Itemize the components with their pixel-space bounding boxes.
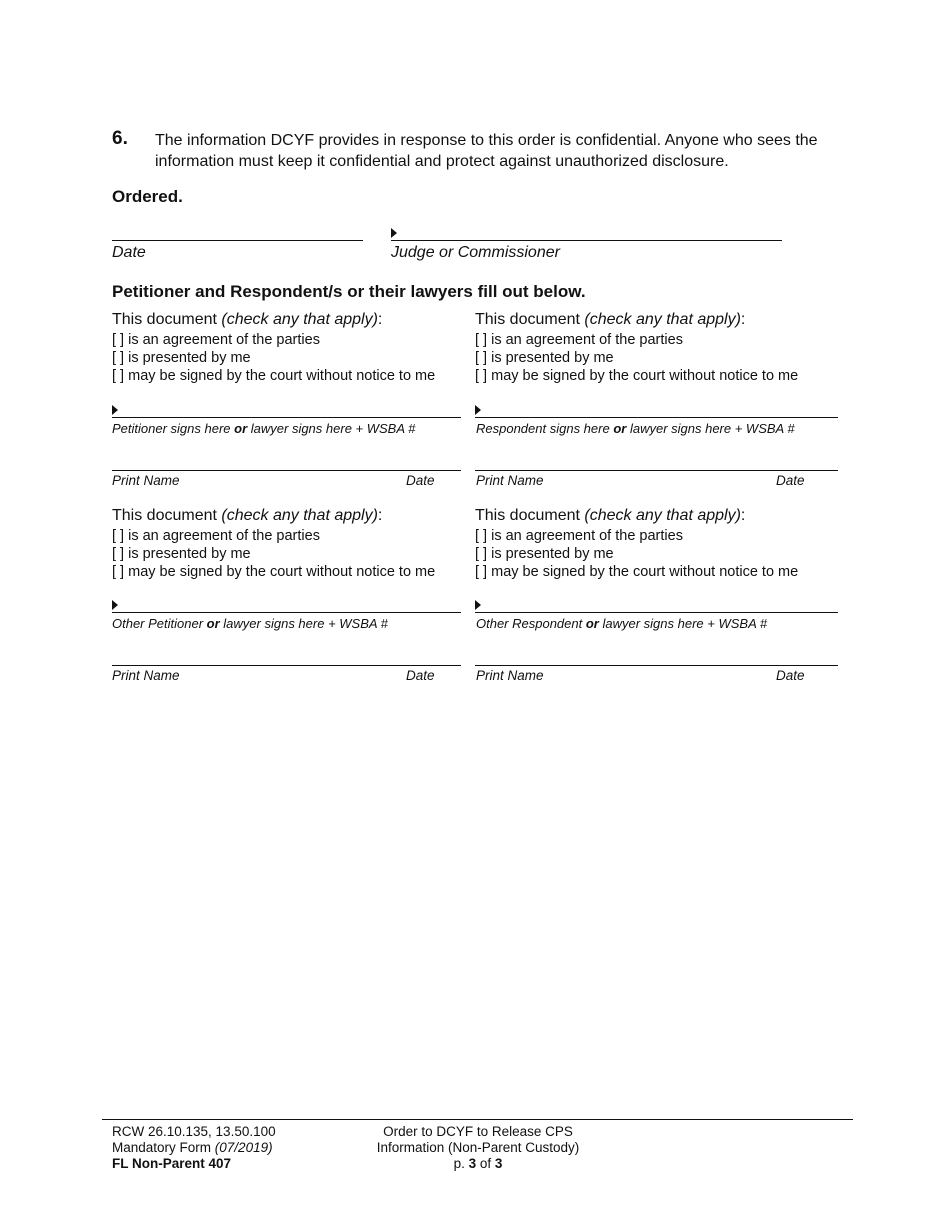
footer-form-number: FL Non-Parent 407 — [112, 1156, 232, 1171]
date-label: Date — [776, 473, 805, 488]
signature-arrow-icon — [475, 600, 481, 610]
petitioner-print-name-line[interactable] — [112, 470, 461, 471]
respondent-signature-line[interactable] — [475, 417, 838, 418]
print-name-label: Print Name — [476, 668, 544, 683]
print-name-label: Print Name — [112, 668, 180, 683]
other-petitioner-print-name-line[interactable] — [112, 665, 461, 666]
footer-left — [112, 1124, 276, 1172]
date-label: Date — [112, 244, 146, 261]
signature-arrow-icon — [391, 228, 397, 238]
section-6-text: The information DCYF provides in response to this order is confidential. Anyone who sees the information must keep it confidential and protect against unauthorized disclosure. — [155, 132, 818, 170]
footer-form-date: Mandatory Form (07/2019) — [112, 1140, 273, 1155]
section-number: 6. — [112, 128, 128, 149]
date-signature-line[interactable] — [112, 240, 363, 241]
date-label: Date — [406, 473, 435, 488]
other-respondent-signature-caption: Other Respondent or lawyer signs here + WSBA # — [476, 616, 768, 631]
ordered-heading: Ordered. — [112, 187, 183, 206]
print-name-label: Print Name — [112, 473, 180, 488]
option-without-notice[interactable]: [ ] may be signed by the court without notice to me — [475, 564, 799, 580]
parties-heading: Petitioner and Respondent/s or their lawyers fill out below. — [112, 282, 586, 301]
option-agreement[interactable]: [ ] is an agreement of the parties — [112, 332, 320, 348]
block-title: This document (check any that apply): — [475, 311, 746, 328]
footer-form-title-2: Information (Non-Parent Custody) — [376, 1140, 580, 1155]
judge-label: Judge or Commissioner — [391, 244, 560, 261]
respondent-signature-caption: Respondent signs here or lawyer signs here + WSBA # — [476, 421, 795, 436]
other-respondent-block — [475, 505, 835, 581]
date-label: Date — [406, 668, 435, 683]
option-without-notice[interactable]: [ ] may be signed by the court without notice to me — [475, 368, 799, 384]
option-agreement[interactable]: [ ] is an agreement of the parties — [475, 528, 683, 544]
footer-rule — [102, 1119, 853, 1120]
footer-statute: RCW 26.10.135, 13.50.100 — [112, 1124, 276, 1139]
judge-signature-line[interactable] — [391, 240, 782, 241]
block-title: This document (check any that apply): — [112, 311, 383, 328]
signature-arrow-icon — [112, 405, 118, 415]
block-title: This document (check any that apply): — [112, 507, 383, 524]
signature-arrow-icon — [475, 405, 481, 415]
other-respondent-print-name-line[interactable] — [475, 665, 838, 666]
respondent-block — [475, 309, 835, 385]
signature-arrow-icon — [112, 600, 118, 610]
respondent-print-name-line[interactable] — [475, 470, 838, 471]
option-without-notice[interactable]: [ ] may be signed by the court without notice to me — [112, 564, 436, 580]
footer-center — [358, 1124, 598, 1172]
other-petitioner-signature-line[interactable] — [112, 612, 461, 613]
other-petitioner-signature-caption: Other Petitioner or lawyer signs here + WSBA # — [112, 616, 388, 631]
option-agreement[interactable]: [ ] is an agreement of the parties — [112, 528, 320, 544]
option-agreement[interactable]: [ ] is an agreement of the parties — [475, 332, 683, 348]
option-presented[interactable]: [ ] is presented by me — [112, 350, 251, 366]
other-petitioner-block — [112, 505, 472, 581]
block-title: This document (check any that apply): — [475, 507, 746, 524]
footer-page-number: p. 3 of 3 — [453, 1156, 503, 1171]
petitioner-signature-line[interactable] — [112, 417, 461, 418]
option-presented[interactable]: [ ] is presented by me — [475, 546, 614, 562]
petitioner-signature-caption: Petitioner signs here or lawyer signs here + WSBA # — [112, 421, 416, 436]
date-label: Date — [776, 668, 805, 683]
print-name-label: Print Name — [476, 473, 544, 488]
petitioner-block — [112, 309, 472, 385]
option-without-notice[interactable]: [ ] may be signed by the court without notice to me — [112, 368, 436, 384]
other-respondent-signature-line[interactable] — [475, 612, 838, 613]
option-presented[interactable]: [ ] is presented by me — [475, 350, 614, 366]
option-presented[interactable]: [ ] is presented by me — [112, 546, 251, 562]
footer-form-title-1: Order to DCYF to Release CPS — [383, 1124, 573, 1139]
